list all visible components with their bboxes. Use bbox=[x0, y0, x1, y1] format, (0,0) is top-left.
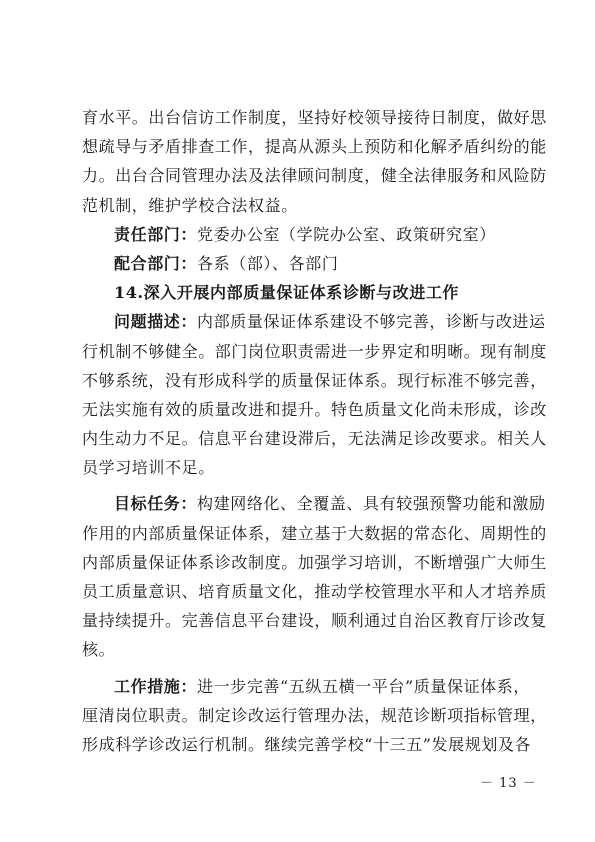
problem-line: 员学习培训不足。 bbox=[82, 458, 215, 478]
page-number: － 13 － bbox=[480, 776, 537, 791]
goal-first-line bbox=[82, 489, 546, 518]
problem-first-line bbox=[82, 307, 546, 336]
responsible-value: 党委办公室（学院办公室、政策研究室） bbox=[197, 224, 496, 244]
measures-line: 厘清岗位职责。制定诊改运行管理办法，规范诊断项指标管理， bbox=[82, 705, 547, 725]
body-text-line: 育水平。出台信访工作制度，坚持好校领导接待日制度，做好思 bbox=[82, 108, 547, 127]
measures-line: 形成科学诊改运行机制。继续完善学校“十三五”发展规划及各 bbox=[82, 734, 532, 754]
measures-label: 工作措施： bbox=[114, 676, 198, 696]
measures-text: 进一步完善“五纵五横一平台”质量保证体系， bbox=[197, 676, 530, 696]
responsible-label: 责任部门： bbox=[114, 224, 198, 244]
goal-line: 核。 bbox=[82, 640, 116, 660]
problem-line: 内生动力不足。信息平台建设滞后，无法满足诊改要求。相关人 bbox=[82, 429, 547, 449]
problem-text: 内部质量保证体系建设不够完善，诊断与改进运 bbox=[197, 312, 546, 332]
problem-line: 行机制不够健全。部门岗位职责需进一步界定和明晰。现有制度 bbox=[82, 341, 547, 361]
measures-first-line bbox=[82, 672, 530, 701]
section-heading: 14.深入开展内部质量保证体系诊断与改进工作 bbox=[114, 283, 460, 303]
cooperating-value: 各系（部）、各部门 bbox=[197, 253, 339, 273]
document-body bbox=[82, 103, 547, 759]
goal-text: 构建网络化、全覆盖、具有较强预警功能和激励 bbox=[197, 494, 546, 514]
problem-label: 问题描述： bbox=[114, 312, 198, 332]
problem-line: 无法实施有效的质量改进和提升。特色质量文化尚未形成，诊改 bbox=[82, 399, 547, 419]
paragraph-gap bbox=[82, 665, 522, 672]
goal-line: 作用的内部质量保证体系，建立基于大数据的常态化、周期性的 bbox=[82, 523, 547, 543]
responsible-department bbox=[82, 220, 522, 249]
paragraph-gap bbox=[82, 482, 522, 489]
goal-line: 员工质量意识、培育质量文化，推动学校管理水平和人才培养质 bbox=[82, 582, 547, 601]
cooperating-label: 配合部门： bbox=[114, 253, 198, 273]
problem-line: 不够系统，没有形成科学的质量保证体系。现行标准不够完善， bbox=[82, 370, 547, 390]
goal-label: 目标任务： bbox=[114, 494, 198, 514]
goal-line: 内部质量保证体系诊改制度。加强学习培训，不断增强广大师生 bbox=[82, 552, 547, 572]
goal-line: 量持续提升。完善信息平台建设，顺利通过自治区教育厅诊改复 bbox=[82, 611, 547, 631]
cooperating-department bbox=[82, 249, 522, 278]
body-text-line: 想疏导与矛盾排查工作，提高从源头上预防和化解矛盾纠纷的能 bbox=[82, 137, 547, 157]
body-text-line: 力。出台合同管理办法及法律顾问制度，健全法律服务和风险防 bbox=[82, 166, 547, 186]
body-text-line: 范机制，维护学校合法权益。 bbox=[82, 195, 298, 215]
